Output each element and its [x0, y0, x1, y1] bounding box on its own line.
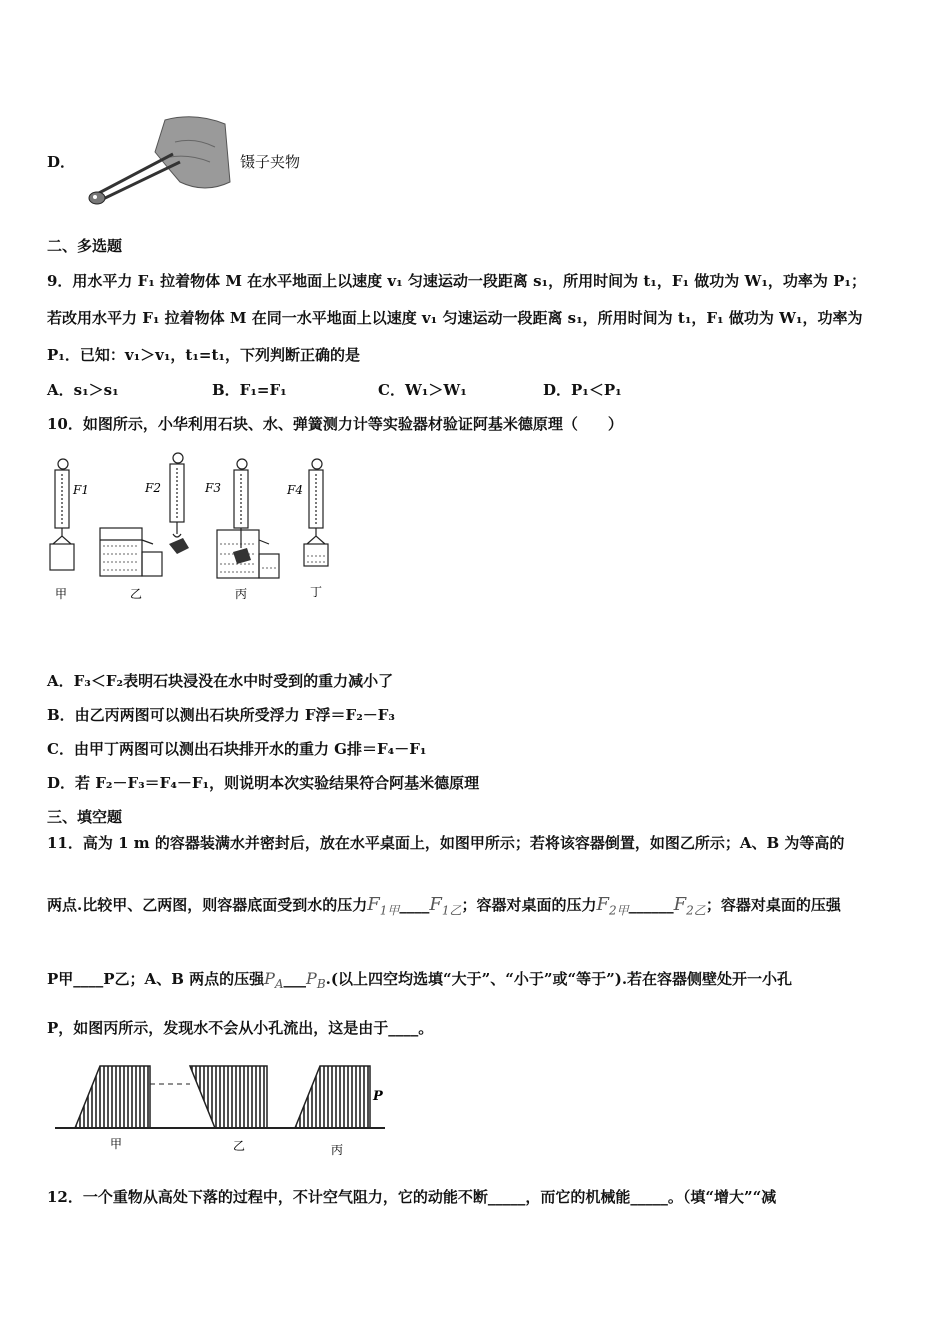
archimedes-experiment-figure: [45, 452, 345, 607]
caption-jia: 甲: [55, 587, 68, 601]
caption-bing-2: 丙: [331, 1143, 344, 1157]
container-bing: [295, 1066, 370, 1128]
caption-yi-2: 乙: [233, 1139, 246, 1153]
force-label-f2: F2: [145, 481, 161, 495]
caption-bing: 丙: [235, 587, 248, 601]
force-label-f4: F4: [287, 483, 303, 497]
q8-option-d-label: D．: [47, 153, 76, 171]
setup-yi: [100, 453, 184, 576]
q9-stem-line3: P₁．已知：v₁＞v₁，t₁=t₁，下列判断正确的是: [47, 346, 360, 364]
section-title-fill-blank: 三、填空题: [47, 808, 123, 826]
blank-3: ___: [283, 970, 307, 988]
q9-option-a: A．s₁＞s₁: [47, 381, 119, 399]
q8-option-d-caption: 镊子夹物: [240, 153, 301, 171]
q10-option-b: B．由乙丙两图可以测出石块所受浮力 F浮＝F₂－F₃: [47, 706, 395, 724]
force-label-f3: F3: [205, 481, 221, 495]
water-yi: [103, 546, 139, 570]
container-pressure-figure: [55, 1058, 385, 1158]
q9-option-c: C．W₁＞W₁: [378, 381, 467, 399]
container-yi: [190, 1066, 267, 1128]
point-p-label: P: [373, 1089, 383, 1104]
q10-stem: 10．如图所示，小华利用石块、水、弹簧测力计等实验器材验证阿基米德原理（ ）: [47, 415, 623, 433]
q10-option-d: D．若 F₂－F₃＝F₄－F₁，则说明本次实验结果符合阿基米德原理: [47, 774, 480, 792]
q11-stem-line4: P，如图丙所示，发现水不会从小孔流出，这是由于____。: [47, 1019, 434, 1037]
q9-stem-line2: 若改用水平力 F₁ 拉着物体 M 在同一水平地面上以速度 v₁ 匀速运动一段距离 s₁，所用时间为 t₁，F₁ 做功为 W₁，功率为: [47, 309, 863, 327]
tweezers-hand-figure: [85, 112, 235, 212]
q11-stem-line3: P甲____P乙；A、B 两点的压强$P_A\_\_\_P_B$.(以上四空均选填“大于”、“小于”或“等于”).若在容器侧壁处开一小孔: [47, 969, 793, 992]
caption-jia-2: 甲: [110, 1137, 123, 1151]
section-title-multi-choice: 二、多选题: [47, 237, 123, 255]
caption-ding: 丁: [310, 585, 323, 599]
q10-option-c: C．由甲丁两图可以测出石块排开水的重力 G排＝F₄－F₁: [47, 740, 427, 758]
container-jia: [75, 1066, 150, 1128]
setup-ding: [304, 459, 328, 566]
q9-stem-line1: 9．用水平力 F₁ 拉着物体 M 在水平地面上以速度 v₁ 匀速运动一段距离 s₁，所用时间为 t₁，F₁ 做功为 W₁，功率为 P₁；: [47, 272, 866, 290]
q9-option-b: B．F₁=F₁: [212, 381, 287, 399]
stone-bing: [233, 548, 251, 564]
blank-1: ____: [399, 896, 430, 914]
q10-option-a: A．F₃＜F₂表明石块浸没在水中时受到的重力减小了: [47, 672, 394, 690]
blank-2: ______: [628, 896, 674, 914]
q11-stem-line2: 两点.比较甲、乙两图，则容器底面受到水的压力$F_{1甲}\_\_\_\_F_{1乙}$；容器对桌面的压力$F_{2甲}\_\_\_\_\_\_F_{2乙}$；容器对桌面的压强: [47, 894, 841, 918]
stone-yi: [169, 538, 189, 554]
setup-jia: [50, 459, 74, 570]
q12-stem: 12．一个重物从高处下落的过程中，不计空气阻力，它的动能不断_____，而它的机械能_____。（填“增大”“减: [47, 1188, 777, 1206]
q9-option-d: D．P₁＜P₁: [543, 381, 622, 399]
q11-stem-line1: 11．高为 1 m 的容器装满水并密封后，放在水平桌面上，如图甲所示；若将该容器倒置，如图乙所示；A、B 为等高的: [47, 834, 845, 852]
force-label-f1: F1: [73, 483, 89, 497]
caption-yi: 乙: [130, 587, 143, 601]
